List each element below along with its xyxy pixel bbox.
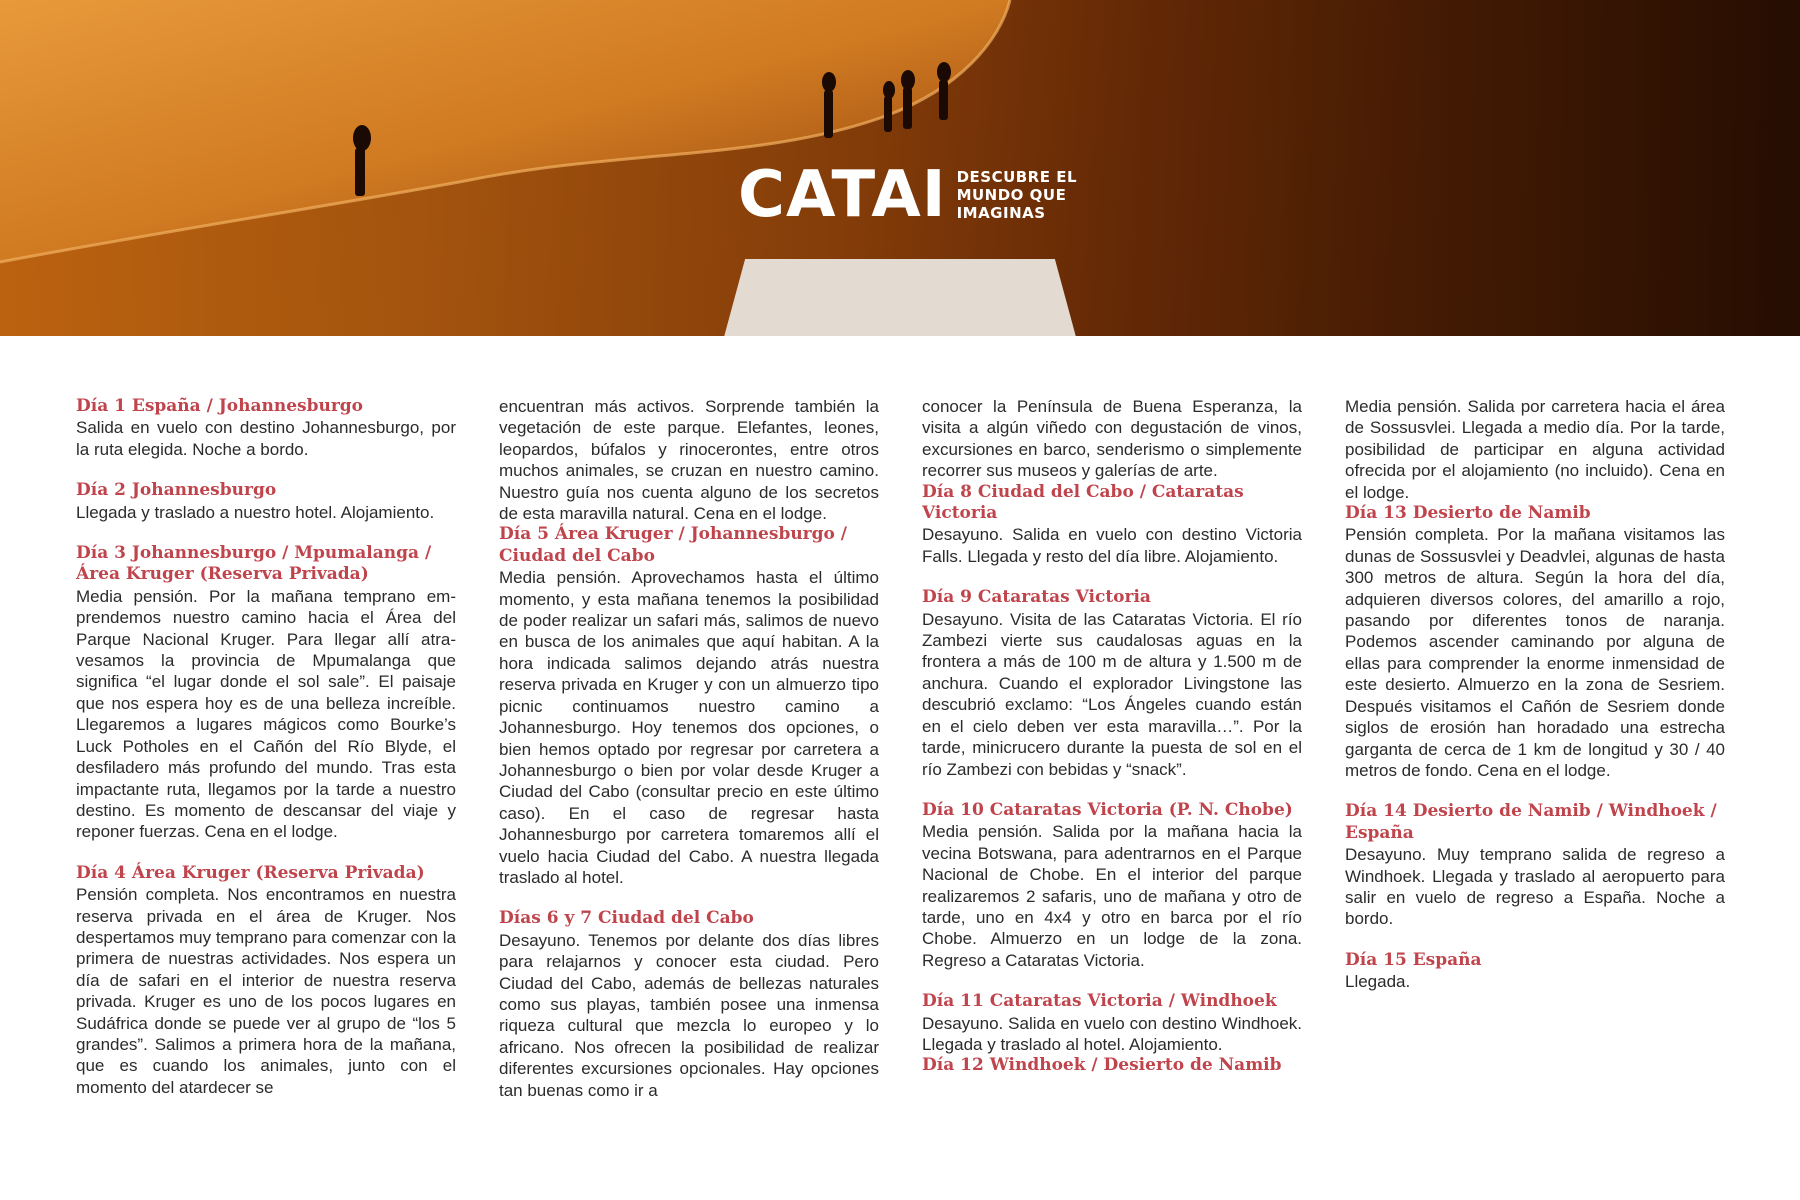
day-title: Día 9 Cataratas Victoria [922, 587, 1151, 608]
day-text: Pensión completa. Nos encontramos en nuestra reserva privada en el área de Kruger. Nos despertamos muy temprano para comenzar con la primera de nuestras actividades. Nos espera un día de safari en el interior de nuestra reserva privada. Kruger es uno de los pocos lugares en Sudáfrica donde se puede ver al grupo de “los 5 grandes”. Salimos a primera hora de la mañana, que es cuando los animales, junto con el momento del atardecer se [76, 885, 456, 1097]
day-title: Día 11 Cataratas Victoria / Windhoek [922, 991, 1277, 1012]
day-text: Desayuno. Visita de las Cataratas Victoria. El río Zambezi vierte sus caudalosas aguas en la frontera a más de 100 m de altura y 1.500 m de anchura. Cuando el explorador Livingstone las descubrió exclamo: “Los Ángeles cuando están en el cielo deben ver esta maravilla…”. Por la tarde, minicrucero durante la puesta de sol en el río Zambezi con bebidas y “snack”. [922, 609, 1302, 779]
itinerary-column-1 [76, 396, 456, 1118]
brand-logo [738, 160, 1077, 230]
itinerary-day [922, 482, 1302, 568]
itinerary-day [1345, 950, 1725, 993]
itinerary-day [922, 1055, 1302, 1076]
itinerary-column-2 [499, 396, 879, 1121]
day-text: Media pensión. Por la mañana temprano emprendemos nuestro camino hacia el Área del Parque Nacional Kruger. Para llegar allí atravesamos la provincia de Mpumalanga que significa “el lugar donde el sol sale”. El paisaje que nos espera hoy es de una belleza increíble. Llegaremos a lugares mágicos como Bourke’s Luck Potholes en el Cañón del Río Blyde, el desfiladero más profundo del mundo. Tras esta impactante ruta, llegamos por la tarde a nuestro destino. Es momento de descansar del viaje y reponer fuerzas. Cena en el lodge. [76, 586, 456, 842]
itinerary-day [76, 543, 456, 843]
tagline-line: IMAGINAS [956, 204, 1046, 222]
day-title: Día 12 Windhoek / Desierto de Namib [922, 1055, 1282, 1076]
day-text: Desayuno. Tenemos por delante dos días libres para relajarnos y conocer esta ciudad. Pero Ciudad del Cabo, además de bellezas naturales como sus playas, también posee una inmensa riqueza cultural que mezcla lo europeo y lo africano. Nos ofrecen la posibilidad de realizar diferentes excursiones opcionales. Hay opciones tan buenas como ir a [499, 930, 879, 1100]
itinerary-day [1345, 503, 1725, 781]
day-title: Día 8 Ciudad del Cabo / Cataratas Victoria [922, 481, 1244, 524]
day-title: Día 1 España / Johannesburgo [76, 396, 364, 416]
itinerary-day [76, 480, 456, 523]
day-title: Día 3 Johannesburgo / Mpumalanga / Área Kruger (Reserva Privada) [76, 543, 432, 585]
day-title: Días 6 y 7 Ciudad del Cabo [499, 908, 754, 929]
day-title: Día 14 Desierto de Namib / Windhoek / España [1345, 801, 1717, 843]
continued-text: Media pensión. Salida por carretera hacia el área de Sossusvlei. Llegada a medio día. Por la tarde, posibilidad de participar en alguna actividad ofrecida por el alojamiento (no incluido). Cena en el lodge. [1345, 397, 1725, 502]
day-text: Desayuno. Muy temprano salida de regreso a Windhoek. Llegada y traslado al aeropuerto para salir en vuelo de regreso a España. Noche a bordo. [1345, 845, 1725, 929]
tagline-line: MUNDO QUE [956, 186, 1067, 204]
day-text: Llegada. [1345, 972, 1411, 992]
day-title: Día 2 Johannesburgo [76, 480, 277, 501]
day-text: Desayuno. Salida en vuelo con destino Victoria Falls. Llegada y resto del día libre. Alojamiento. [922, 525, 1302, 566]
day-text: Desayuno. Salida en vuelo con destino Windhoek. Llegada y traslado al hotel. Alojamiento. [922, 1013, 1302, 1054]
day-text: Pensión completa. Por la mañana visitamos las dunas de Sossusvlei y Deadvlei, algunas de hasta 300 metros de altura. Según la hora del día, adquieren diversos colores, del amarillo a rojo, pasando por diferentes tonos de naranja. Podemos ascender caminando por alguna de ellas para comprender la enorme inmensidad de este desierto. Almuerzo en la zona de Sesriem. Después visitamos el Cañón de Sesriem donde siglos de erosión han horadado una estrecha garganta de cerca de 1 km de longitud y 30 / 40 metros de fondo. Cena en el lodge. [1345, 525, 1725, 780]
itinerary-day [922, 587, 1302, 780]
hero-banner [0, 0, 1800, 336]
day-text: Media pensión. Salida por la mañana hacia la vecina Botswana, para adentrarnos en el Parque Nacional de Chobe. En el interior del parque realizaremos 2 safaris, uno de mañana y otro de tarde, uno en 4x4 y otro en barca por el río Chobe. Almuerzo en un lodge de la zona. Regreso a Cataratas Victoria. [922, 822, 1302, 970]
day-title: Día 5 Área Kruger / Johannesburgo / Ciudad del Cabo [499, 524, 847, 566]
hero-tab-shape [724, 259, 1076, 336]
itinerary-day [499, 908, 879, 1101]
itinerary-day [1345, 801, 1725, 929]
day-title: Día 10 Cataratas Victoria (P. N. Chobe) [922, 799, 1293, 820]
itinerary-day [76, 863, 456, 1098]
day-title: Día 13 Desierto de Namib [1345, 503, 1591, 524]
brand-name: CATAI [738, 158, 947, 232]
itinerary-column-3 [922, 396, 1302, 1077]
itinerary-day [922, 991, 1302, 1055]
itinerary-column-4 [1345, 396, 1725, 1013]
itinerary-day [922, 800, 1302, 971]
tagline-line: DESCUBRE EL [956, 168, 1078, 186]
continued-text: encuentran más activos. Sorprende también la vegetación de este parque. Elefantes, leones, leopardos, búfalos y rinocerontes, entre otros muchos animales, se cruzan en nuestro camino. Nuestro guía nos cuenta alguno de los secretos de esta maravilla natural. Cena en el lodge. [499, 397, 879, 524]
itinerary-day [499, 524, 879, 888]
day-text: Llegada y traslado a nuestro hotel. Alojamiento. [76, 502, 435, 522]
day-title: Día 4 Área Kruger (Reserva Privada) [76, 862, 425, 883]
day-text: Media pensión. Aprovechamos hasta el último momento, y esta mañana tenemos la posibilidad de poder realizar un safari más, salimos de nuevo en busca de los animales que aquí habitan. A la hora indicada salimos dejando atrás nuestra reserva privada en Kruger y con un almuerzo tipo picnic continuamos nuestro camino a Johannesburgo. Hoy tenemos dos opciones, o bien hemos optado por regresar por carretera a Johannesburgo o bien por volar desde Kruger a Ciudad del Cabo (consultar precio en este último caso). En el caso de regresar hasta Johannesburgo por carretera tomaremos allí el vuelo hacia Ciudad del Cabo. A nuestra llegada traslado al hotel. [499, 568, 879, 887]
continued-text: conocer la Península de Buena Esperanza, la visita a algún viñedo con degustación de vinos, excursiones en barco, senderismo o simplemente recorrer sus museos y galerías de arte. [922, 397, 1302, 481]
day-title: Día 15 España [1345, 949, 1482, 970]
day-text: Salida en vuelo con destino Johannesburgo, por la ruta elegida. Noche a bordo. [76, 418, 456, 459]
itinerary-day [76, 396, 456, 460]
brand-tagline [957, 168, 1077, 222]
